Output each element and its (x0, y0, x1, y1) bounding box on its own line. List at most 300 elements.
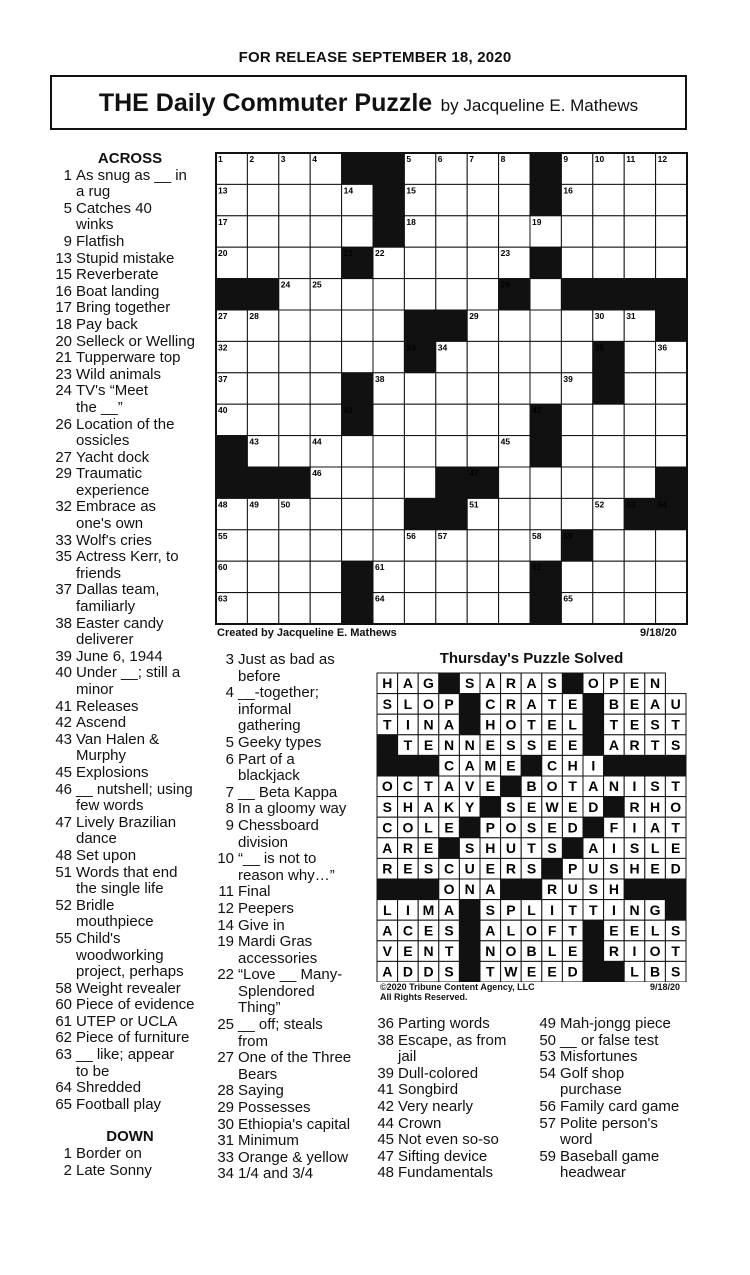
solution-black-square (418, 879, 439, 900)
grid-cell[interactable] (561, 561, 592, 592)
clue-item (50, 997, 210, 1014)
solution-letter: H (567, 757, 578, 774)
grid-cell[interactable] (247, 593, 278, 624)
grid-cell[interactable] (436, 247, 467, 278)
solution-letter: E (423, 922, 434, 939)
solution-letter: S (671, 922, 681, 939)
grid-cell[interactable] (373, 341, 404, 372)
grid-cell[interactable] (279, 310, 310, 341)
solution-letter: A (444, 716, 455, 733)
clue-item (50, 782, 210, 815)
grid-cell[interactable] (436, 216, 467, 247)
grid-cell[interactable] (247, 247, 278, 278)
solution-letter: W (545, 798, 559, 815)
grid-cell[interactable] (499, 216, 530, 247)
black-square (404, 310, 435, 341)
solution-letter: D (567, 819, 578, 836)
grid-cell[interactable] (530, 467, 561, 498)
grid-cell[interactable] (499, 467, 530, 498)
grid-cell[interactable] (561, 436, 592, 467)
clue-text: Easter candy deliverer (76, 614, 164, 649)
solution-letter: C (402, 778, 413, 795)
solution-letter: S (465, 840, 475, 857)
black-square (216, 279, 247, 310)
clue-text: Mah-jongg piece (560, 1015, 671, 1032)
solution-letter: S (485, 901, 495, 918)
grid-cell[interactable] (373, 436, 404, 467)
grid-cell[interactable] (499, 593, 530, 624)
grid-cell[interactable] (499, 310, 530, 341)
grid-cell[interactable] (467, 561, 498, 592)
grid-cell[interactable] (467, 530, 498, 561)
grid-cell[interactable] (373, 467, 404, 498)
grid-cell[interactable] (279, 184, 310, 215)
clue-number: 9 (63, 232, 72, 250)
grid-cell[interactable] (561, 216, 592, 247)
grid-cell[interactable] (247, 216, 278, 247)
clue-item (50, 168, 210, 201)
cell-number: 3 (280, 154, 286, 164)
solution-letter: O (587, 675, 599, 692)
grid-cell[interactable] (499, 561, 530, 592)
cell-number: 1 (218, 154, 223, 164)
solution-letter: C (444, 860, 455, 877)
grid-cell[interactable] (404, 373, 435, 404)
solution-letter: N (650, 675, 661, 692)
grid-cell[interactable] (624, 216, 655, 247)
grid-cell[interactable] (530, 498, 561, 529)
grid-cell[interactable] (467, 247, 498, 278)
clue-item (212, 735, 372, 752)
solution-black-square (459, 920, 480, 941)
grid-cell[interactable] (656, 593, 687, 624)
grid-cell[interactable] (310, 341, 341, 372)
clue-number: 34 (217, 1165, 234, 1183)
cell-number: 57 (437, 530, 448, 541)
grid-cell[interactable] (624, 593, 655, 624)
black-square (593, 279, 624, 310)
grid-cell[interactable] (247, 341, 278, 372)
clue-number: 55 (55, 929, 72, 947)
grid-cell[interactable] (279, 341, 310, 372)
black-square (530, 247, 561, 278)
cell-number: 33 (406, 342, 416, 353)
clue-item (212, 818, 372, 851)
solution-black-square (604, 961, 625, 982)
solution-letter: S (629, 840, 640, 857)
grid-cell[interactable] (624, 373, 655, 404)
grid-cell[interactable] (342, 530, 373, 561)
cell-number: 7 (469, 154, 474, 164)
solution-letter: U (588, 860, 599, 877)
cell-number: 37 (218, 373, 228, 384)
black-square (373, 216, 404, 247)
clue-number: 48 (377, 1164, 394, 1182)
grid-cell[interactable] (561, 467, 592, 498)
grid-cell[interactable] (656, 247, 687, 278)
grid-cell[interactable] (247, 184, 278, 215)
clue-item (372, 1132, 532, 1149)
grid-cell[interactable] (656, 216, 687, 247)
grid-cell[interactable] (404, 436, 435, 467)
grid-cell[interactable] (373, 310, 404, 341)
grid-cell[interactable] (279, 593, 310, 624)
solution-letter: S (526, 819, 537, 836)
grid-cell[interactable] (499, 373, 530, 404)
clue-number: 29 (55, 465, 72, 483)
grid-cell[interactable] (404, 561, 435, 592)
solution-black-square (624, 755, 645, 776)
clue-number: 3 (225, 651, 234, 668)
solution-letter: S (444, 922, 454, 939)
clue-text: Final (238, 883, 271, 901)
grid-cell[interactable] (593, 247, 624, 278)
solution-letter: C (382, 819, 393, 836)
grid-cell[interactable] (342, 341, 373, 372)
black-square (342, 593, 373, 624)
grid-cell[interactable] (310, 184, 341, 215)
solution-letter: V (382, 943, 392, 960)
solution-letter: A (444, 901, 455, 918)
grid-cell[interactable] (342, 279, 373, 310)
grid-cell[interactable] (404, 404, 435, 435)
grid-cell[interactable] (530, 279, 561, 310)
grid-cell[interactable] (247, 561, 278, 592)
solution-letter: N (423, 943, 434, 960)
clue-text: Sifting device (398, 1147, 488, 1165)
solution-letter: V (465, 778, 475, 795)
clue-number: 57 (539, 1114, 556, 1132)
grid-cell[interactable] (436, 279, 467, 310)
grid-cell[interactable] (436, 436, 467, 467)
grid-cell[interactable] (310, 404, 341, 435)
grid-cell[interactable] (561, 310, 592, 341)
solution-letter: I (591, 757, 596, 774)
solution-letter: E (526, 798, 537, 815)
clue-item (50, 616, 210, 649)
grid-cell[interactable] (499, 404, 530, 435)
grid-cell[interactable] (499, 498, 530, 529)
grid-cell[interactable] (593, 436, 624, 467)
grid-cell[interactable] (624, 341, 655, 372)
clue-item (50, 1014, 210, 1031)
grid-cell[interactable] (373, 498, 404, 529)
grid-cell[interactable] (436, 184, 467, 215)
cell-number: 27 (218, 311, 228, 321)
grid-cell[interactable] (624, 561, 655, 592)
clue-text: As snug as __ in a rug (76, 166, 187, 201)
clue-text: Weight revealer (76, 979, 181, 997)
solution-letter: T (527, 840, 536, 857)
clue-item (50, 267, 210, 284)
grid-cell[interactable] (310, 593, 341, 624)
clue-item (50, 715, 210, 732)
cell-number: 26 (500, 279, 511, 290)
clue-text: __ like; appear to be (76, 1046, 175, 1080)
grid-cell[interactable] (310, 561, 341, 592)
grid-cell[interactable] (279, 561, 310, 592)
title-box (50, 75, 687, 130)
clue-item (212, 1100, 372, 1117)
grid-cell[interactable] (499, 530, 530, 561)
solution-black-square (665, 879, 686, 900)
solution-letter: P (568, 860, 578, 877)
grid-cell[interactable] (310, 530, 341, 561)
solution-letter: S (650, 778, 660, 795)
solution-black-square (501, 879, 522, 900)
grid-cell[interactable] (593, 593, 624, 624)
grid-cell[interactable] (593, 184, 624, 215)
clue-text: “__ is not to reason why…” (238, 850, 335, 884)
solution-letter: R (629, 737, 640, 754)
grid-cell[interactable] (624, 247, 655, 278)
solution-letter: S (547, 840, 557, 857)
clue-item (50, 582, 210, 615)
clue-number: 14 (217, 916, 234, 934)
clue-item (50, 549, 210, 582)
solution-letter: N (464, 881, 475, 898)
grid-cell[interactable] (310, 373, 341, 404)
grid-cell[interactable] (404, 279, 435, 310)
grid-cell[interactable] (279, 373, 310, 404)
grid-cell[interactable] (310, 498, 341, 529)
clue-text: Wolf's cries (76, 531, 152, 549)
grid-cell[interactable] (467, 373, 498, 404)
grid-cell[interactable] (593, 216, 624, 247)
cell-number: 23 (500, 248, 511, 259)
grid-cell[interactable] (467, 279, 498, 310)
grid-cell[interactable] (593, 404, 624, 435)
grid-cell[interactable] (342, 310, 373, 341)
grid-cell[interactable] (467, 341, 498, 372)
grid-cell[interactable] (373, 404, 404, 435)
grid-cell[interactable] (342, 436, 373, 467)
clue-item (534, 1049, 694, 1066)
clue-text: Releases (76, 697, 139, 715)
crossword-grid[interactable] (215, 152, 688, 625)
black-square (247, 467, 278, 498)
solution-letter: T (547, 695, 557, 712)
solution-black-square (398, 879, 419, 900)
solution-letter: E (506, 757, 516, 774)
grid-cell[interactable] (342, 498, 373, 529)
clue-number: 30 (217, 1115, 234, 1133)
solution-letter: E (650, 860, 660, 877)
clue-item (50, 865, 210, 898)
cell-number: 31 (626, 311, 636, 321)
grid-cell[interactable] (530, 341, 561, 372)
solution-letter: T (609, 716, 619, 733)
grid-cell[interactable] (342, 467, 373, 498)
clue-text: Actress Kerr, to friends (76, 548, 179, 582)
solution-letter: O (526, 922, 537, 939)
clue-text: Border on (76, 1145, 142, 1163)
grid-cell[interactable] (436, 593, 467, 624)
solution-letter: S (506, 798, 516, 815)
clue-number: 38 (377, 1031, 394, 1049)
grid-cell[interactable] (467, 436, 498, 467)
clue-item (372, 1033, 532, 1066)
solution-letter: T (568, 922, 577, 939)
grid-cell[interactable] (561, 247, 592, 278)
grid-cell[interactable] (656, 530, 687, 561)
grid-cell[interactable] (561, 341, 592, 372)
clue-number: 6 (225, 750, 234, 768)
grid-cell[interactable] (404, 593, 435, 624)
grid-cell[interactable] (530, 373, 561, 404)
solution-letter: H (402, 798, 413, 815)
clue-text: Orange & yellow (238, 1148, 349, 1166)
solution-black-square (583, 817, 604, 838)
solution-letter: N (444, 737, 455, 754)
grid-cell[interactable] (499, 341, 530, 372)
clue-text: Peepers (238, 899, 294, 917)
cell-number: 61 (375, 562, 385, 573)
cell-number: 10 (594, 154, 605, 164)
solution-letter: R (505, 675, 516, 692)
grid-cell[interactable] (373, 279, 404, 310)
clue-number: 22 (217, 966, 234, 984)
solution-black-square (624, 879, 645, 900)
grid-cell[interactable] (247, 530, 278, 561)
grid-cell[interactable] (436, 373, 467, 404)
grid-cell[interactable] (624, 184, 655, 215)
clue-text: Van Halen & Murphy (76, 730, 160, 765)
across-heading: ACROSS (97, 150, 163, 167)
grid-cell[interactable] (656, 436, 687, 467)
solution-letter: T (424, 778, 433, 795)
grid-cell[interactable] (656, 561, 687, 592)
solution-letter: E (485, 778, 495, 795)
grid-cell[interactable] (499, 184, 530, 215)
solution-letter: E (547, 819, 557, 836)
grid-cell[interactable] (593, 530, 624, 561)
clue-text: Explosions (76, 763, 149, 781)
solution-letter: R (505, 695, 516, 712)
cell-number: 30 (594, 311, 605, 321)
clue-text: Flatfish (76, 232, 125, 250)
grid-cell[interactable] (624, 530, 655, 561)
solution-letter: G (649, 901, 661, 918)
black-square (530, 184, 561, 215)
clue-item (534, 1149, 694, 1182)
grid-cell[interactable] (373, 530, 404, 561)
grid-cell[interactable] (467, 404, 498, 435)
grid-cell[interactable] (279, 436, 310, 467)
grid-cell[interactable] (561, 498, 592, 529)
grid-cell[interactable] (467, 216, 498, 247)
solution-letter: B (526, 943, 537, 960)
clue-text: Stupid mistake (76, 249, 175, 267)
grid-cell[interactable] (279, 216, 310, 247)
grid-cell[interactable] (436, 561, 467, 592)
clue-number: 29 (217, 1099, 234, 1117)
clue-item (50, 317, 210, 334)
clue-item (212, 918, 372, 935)
grid-cell[interactable] (247, 404, 278, 435)
clue-text: Set upon (76, 846, 137, 864)
clue-item (50, 234, 210, 251)
grid-cell[interactable] (593, 467, 624, 498)
cell-number: 20 (218, 248, 228, 259)
grid-cell[interactable] (467, 184, 498, 215)
solution-letter: U (505, 840, 516, 857)
clue-text: __-together; informal gathering (238, 684, 319, 735)
clue-item (50, 765, 210, 782)
grid-cell[interactable] (279, 247, 310, 278)
grid-cell[interactable] (310, 216, 341, 247)
solution-letter: E (629, 716, 640, 733)
clue-text: Geeky types (238, 733, 322, 751)
black-square (247, 279, 278, 310)
solution-letter: O (402, 819, 414, 836)
grid-cell[interactable] (624, 436, 655, 467)
clue-item (534, 1016, 694, 1033)
grid-cell[interactable] (467, 593, 498, 624)
clue-number: 45 (377, 1131, 394, 1149)
clue-number: 9 (225, 816, 234, 834)
grid-cell[interactable] (310, 310, 341, 341)
clue-text: June 6, 1944 (76, 647, 163, 665)
clue-text: Misfortunes (560, 1048, 638, 1066)
clue-text: Lively Brazilian dance (76, 813, 177, 848)
grid-cell[interactable] (310, 247, 341, 278)
down-clues-column-4 (534, 1016, 694, 1182)
clue-text: Tupperware top (76, 349, 181, 367)
solution-letter: T (671, 943, 680, 960)
cell-number: 5 (406, 154, 412, 164)
grid-cell[interactable] (656, 373, 687, 404)
solution-letter: W (504, 963, 518, 980)
clue-number: 23 (55, 365, 72, 383)
grid-cell[interactable] (624, 404, 655, 435)
grid-cell[interactable] (404, 467, 435, 498)
solution-letter: A (526, 675, 537, 692)
clue-text: Piece of furniture (76, 1029, 190, 1047)
grid-cell[interactable] (656, 404, 687, 435)
clue-item (50, 699, 210, 716)
solution-letter: A (650, 819, 661, 836)
grid-cell[interactable] (279, 530, 310, 561)
solution-letter: U (464, 860, 475, 877)
clue-text: Mardi Gras accessories (238, 933, 318, 967)
clue-number: 58 (55, 979, 72, 997)
clue-item (534, 1116, 694, 1149)
grid-cell[interactable] (624, 467, 655, 498)
clue-text: Give in (238, 916, 285, 934)
solution-letter: T (383, 716, 392, 733)
cell-number: 45 (500, 436, 511, 447)
grid-cell[interactable] (436, 404, 467, 435)
solution-black-square (583, 694, 604, 715)
grid-cell[interactable] (279, 404, 310, 435)
solution-letter: E (568, 943, 578, 960)
clue-number: 25 (217, 1016, 234, 1034)
grid-cell[interactable] (530, 310, 561, 341)
clue-number: 39 (55, 647, 72, 665)
solution-black-square (377, 755, 398, 776)
grid-cell[interactable] (656, 184, 687, 215)
solution-letter: E (423, 737, 434, 754)
grid-cell[interactable] (404, 247, 435, 278)
grid-cell[interactable] (247, 373, 278, 404)
cell-number: 49 (249, 499, 259, 510)
grid-cell[interactable] (561, 404, 592, 435)
clue-text: In a gloomy way (238, 800, 347, 818)
solution-letter: R (629, 798, 640, 815)
grid-cell[interactable] (342, 216, 373, 247)
grid-cell[interactable] (593, 561, 624, 592)
